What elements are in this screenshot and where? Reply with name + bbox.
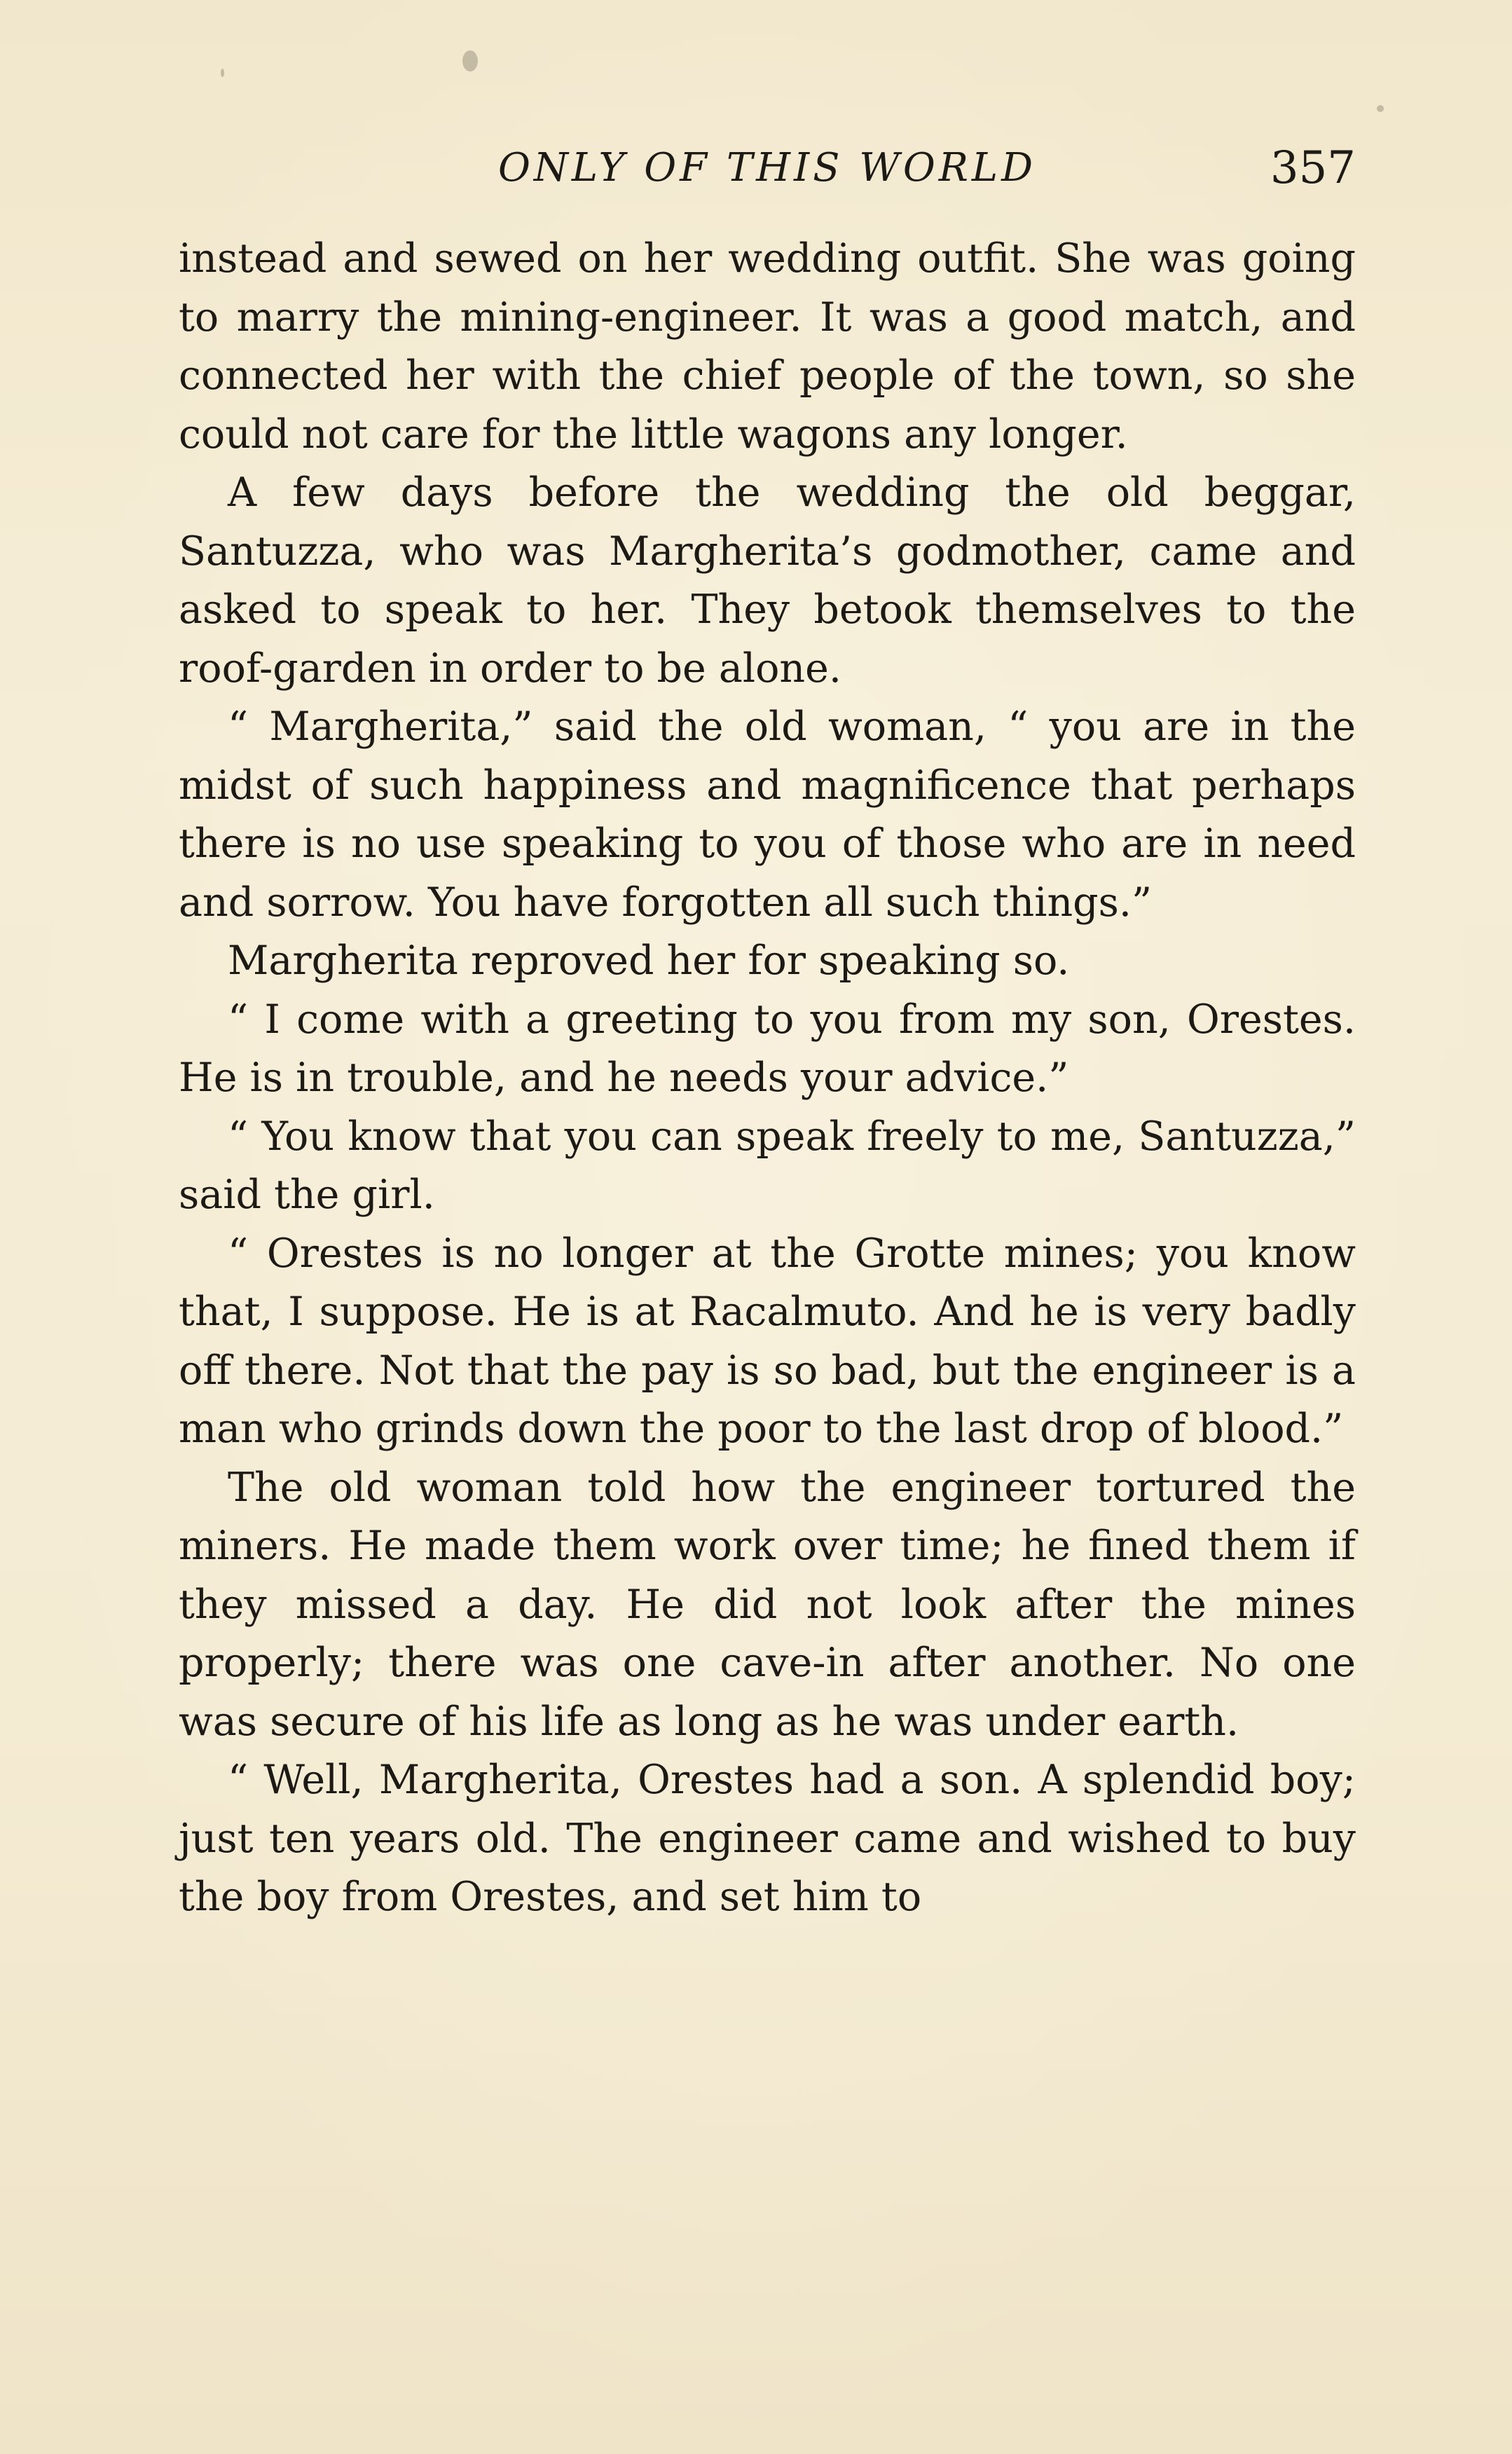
body-text xyxy=(179,230,1356,1927)
paragraph: “ You know that you can speak freely to me, Santuzza,” said the girl. xyxy=(179,1113,1356,1218)
paper-blemish xyxy=(221,69,224,77)
paper-blemish xyxy=(462,50,478,71)
paper-blemish xyxy=(1377,105,1384,112)
page-header xyxy=(179,140,1356,196)
page-number: 357 xyxy=(1270,142,1356,194)
paragraph: “ I come with a greeting to you from my son, Orestes. He is in trouble, and he needs your advice.” xyxy=(179,996,1356,1101)
paragraph: The old woman told how the engineer tortured the miners. He made them work over time; he fined them if they missed a day. He did not look after the mines properly; there was one cave-in after another. No one was secure of his life as long as he was under earth. xyxy=(179,1464,1356,1745)
paragraph: Margherita reproved her for speaking so. xyxy=(228,938,1070,984)
paragraph: A few days before the wedding the old beggar, Santuzza, who was Margherita’s godmother, came and asked to speak to her. They betook themselves to the roof-garden in order to be alone. xyxy=(179,469,1356,692)
paragraph: “ Well, Margherita, Orestes had a son. A splendid boy; just ten years old. The engineer came and wished to buy the boy from Orestes, and set him to xyxy=(179,1757,1356,1920)
running-title: ONLY OF THIS WORLD xyxy=(497,145,1037,191)
paragraph: instead and sewed on her wedding outfit. She was going to marry the mining-engineer. It was a good match, and connected her with the chief people of the town, so she could not care for the little wagons any longer. xyxy=(179,235,1356,458)
paragraph: “ Margherita,” said the old woman, “ you are in the midst of such happiness and magnificence that perhaps there is no use speaking to you of those who are in need and sorrow. You have forgotten all such things.” xyxy=(179,704,1356,926)
paragraph: “ Orestes is no longer at the Grotte mines; you know that, I suppose. He is at Racalmuto. And he is very badly off there. Not that the pay is so bad, but the engineer is a man who grinds down the poor to the last drop of blood.” xyxy=(179,1230,1356,1452)
